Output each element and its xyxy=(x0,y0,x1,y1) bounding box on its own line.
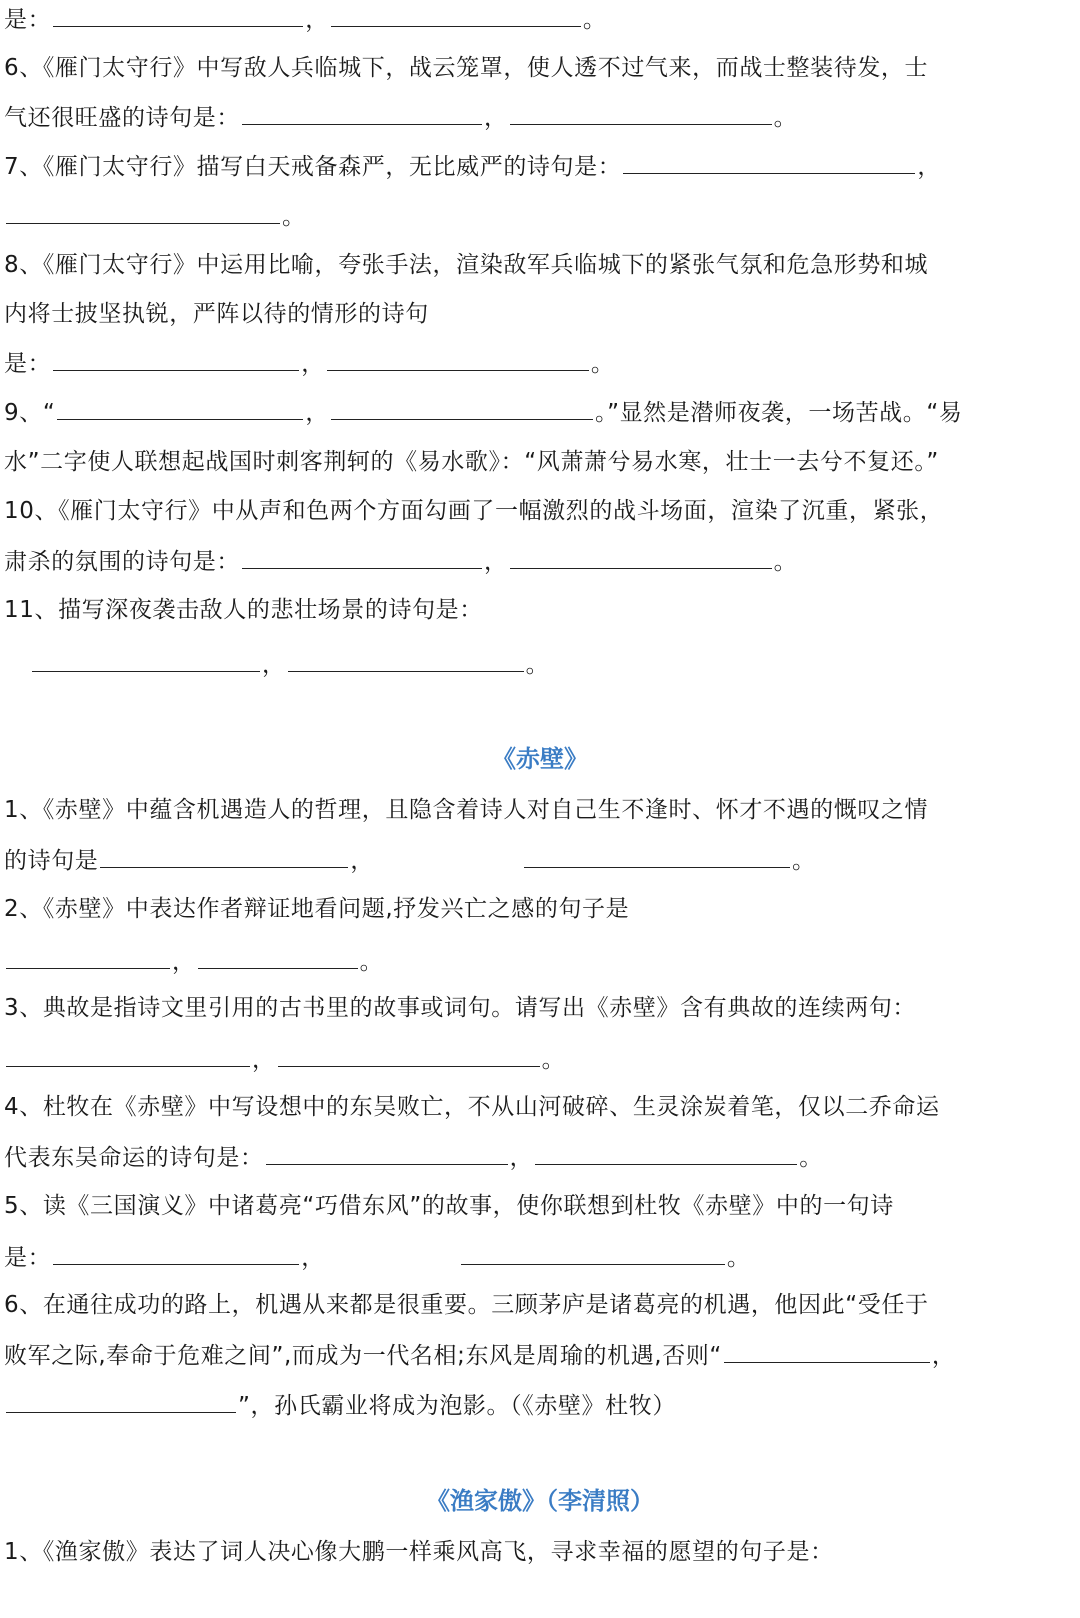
punct: ， xyxy=(350,848,375,874)
answer-blank[interactable] xyxy=(6,1044,250,1067)
punct: ， xyxy=(305,7,329,33)
answer-blank[interactable] xyxy=(510,546,772,569)
prompt-text: 是： xyxy=(4,7,52,33)
question-text: 代表东吴命运的诗句是： xyxy=(4,1145,264,1171)
punct: 。 xyxy=(726,1245,751,1271)
answer-blank[interactable] xyxy=(623,151,915,174)
question-text: 10、《雁门太守行》中从声和色两个方面勾画了一幅激烈的战斗场面，渲染了沉重，紧张， xyxy=(4,498,944,524)
answer-blank[interactable] xyxy=(461,1242,725,1265)
question-8-line-2 xyxy=(4,299,429,329)
punct: ， xyxy=(252,1047,276,1073)
chibi-question-2-line-2 xyxy=(4,946,383,977)
answer-blank[interactable] xyxy=(242,546,482,569)
answer-blank[interactable] xyxy=(6,201,280,224)
question-text: 8、《雁门太守行》中运用比喻，夸张手法，渲染敌军兵临城下的紧张气氛和危急形势和城 xyxy=(4,252,929,278)
question-7-line-2 xyxy=(4,201,306,232)
answer-blank[interactable] xyxy=(327,348,589,371)
answer-blank[interactable] xyxy=(524,845,790,868)
punct: 。 xyxy=(792,848,816,874)
question-7-line-1 xyxy=(4,151,941,182)
question-text: 11、描写深夜袭击敌人的悲壮场景的诗句是： xyxy=(4,597,483,623)
question-11-line-2 xyxy=(30,649,549,680)
question-text: 7、《雁门太守行》描写白天戒备森严，无比威严的诗句是： xyxy=(4,154,622,180)
answer-blank[interactable] xyxy=(242,102,482,125)
punct: ， xyxy=(172,949,196,975)
question-6-line-2 xyxy=(4,102,797,133)
question-text: 1、《渔家傲》表达了词人决心像大鹏一样乘风高飞，寻求幸福的愿望的句子是： xyxy=(4,1539,834,1565)
question-text: 5、读《三国演义》中诸葛亮“巧借东风”的故事，使你联想到杜牧《赤壁》中的一句诗 xyxy=(4,1193,894,1219)
section-heading-yujiaao: 《渔家傲》（李清照） xyxy=(426,1487,654,1515)
question-text: 水”二字使人联想起战国时刺客荆轲的《易水歌》：“风萧萧兮易水寒，壮士一去兮不复还。” xyxy=(4,449,939,475)
answer-blank[interactable] xyxy=(266,1142,508,1165)
question-text: 6、《雁门太守行》中写敌人兵临城下，战云笼罩，使人透不过气来，而战士整装待发，士 xyxy=(4,55,929,81)
yujiaao-question-1-line-1 xyxy=(4,1537,834,1567)
chibi-question-6-line-3 xyxy=(4,1390,676,1421)
section-heading-chibi: 《赤壁》 xyxy=(492,745,588,773)
question-6-line-1 xyxy=(4,53,928,83)
chibi-question-2-line-1 xyxy=(4,894,629,924)
answer-blank[interactable] xyxy=(6,946,170,969)
question-text: 内将士披坚执锐，严阵以待的情形的诗句 xyxy=(4,301,429,327)
chibi-question-1-line-1 xyxy=(4,795,928,825)
question-11-line-1 xyxy=(4,595,483,625)
punct: ， xyxy=(262,652,286,678)
question-9-line-1 xyxy=(4,397,963,428)
punct: ， xyxy=(484,549,508,575)
question-text: 的诗句是 xyxy=(4,848,99,874)
question-text: 肃杀的氛围的诗句是： xyxy=(4,549,240,575)
punct: 。 xyxy=(582,7,607,33)
punct: 。 xyxy=(525,652,550,678)
question-text: 。”显然是潜师夜袭，一场苦战。“易 xyxy=(594,400,963,426)
chibi-question-3-line-2 xyxy=(4,1044,565,1075)
answer-blank[interactable] xyxy=(32,649,260,672)
punct: 。 xyxy=(541,1047,566,1073)
answer-blank[interactable] xyxy=(57,397,303,420)
question-8-line-3 xyxy=(4,348,614,379)
question-text: 气还很旺盛的诗句是： xyxy=(4,105,240,131)
chibi-question-6-line-2 xyxy=(4,1340,956,1371)
answer-blank[interactable] xyxy=(331,397,593,420)
continued-answer-line xyxy=(4,4,606,35)
punct: 。 xyxy=(773,105,798,131)
answer-blank[interactable] xyxy=(100,845,348,868)
punct: ， xyxy=(305,400,329,426)
chibi-question-5-line-2 xyxy=(4,1242,750,1273)
question-text: 6、在通往成功的路上，机遇从来都是很重要。三顾茅庐是诸葛亮的机遇，他因此“受任于 xyxy=(4,1292,929,1318)
chibi-question-5-line-1 xyxy=(4,1191,894,1221)
chibi-question-4-line-1 xyxy=(4,1092,940,1122)
answer-blank[interactable] xyxy=(510,102,772,125)
chibi-question-1-line-2 xyxy=(4,845,816,876)
question-text: 4、杜牧在《赤壁》中写设想中的东吴败亡，不从山河破碎、生灵涂炭着笔，仅以二乔命运 xyxy=(4,1094,940,1120)
question-text: 9、“ xyxy=(4,400,56,426)
chibi-question-4-line-2 xyxy=(4,1142,823,1173)
question-text: 2、《赤壁》中表达作者辩证地看问题,抒发兴亡之感的句子是 xyxy=(4,896,630,922)
answer-blank[interactable] xyxy=(53,1242,299,1265)
answer-blank[interactable] xyxy=(724,1340,930,1363)
question-text: 败军之际,奉命于危难之间”,而成为一代名相;东风是周瑜的机遇,否则“ xyxy=(4,1343,722,1369)
punct: 。 xyxy=(282,204,306,230)
answer-blank[interactable] xyxy=(288,649,524,672)
prompt-text: 是： xyxy=(4,351,52,377)
punct: 。 xyxy=(590,351,615,377)
punct: 。 xyxy=(359,949,384,975)
question-10-line-1 xyxy=(4,496,943,526)
answer-blank[interactable] xyxy=(198,946,358,969)
chibi-question-3-line-1 xyxy=(4,993,916,1023)
punct: ， xyxy=(301,1245,325,1271)
answer-blank[interactable] xyxy=(6,1390,236,1413)
prompt-text: 是： xyxy=(4,1245,52,1271)
question-text: 3、典故是指诗文里引用的古书里的故事或词句。请写出《赤壁》含有典故的连续两句： xyxy=(4,995,917,1021)
question-8-line-1 xyxy=(4,250,928,280)
answer-blank[interactable] xyxy=(53,348,299,371)
punct: 。 xyxy=(799,1145,823,1171)
punct: ， xyxy=(931,1343,956,1369)
question-text: ”，孙氏霸业将成为泡影。（《赤壁》杜牧） xyxy=(238,1393,676,1419)
punct: 。 xyxy=(773,549,798,575)
answer-blank[interactable] xyxy=(53,4,303,27)
punct: ， xyxy=(301,351,325,377)
answer-blank[interactable] xyxy=(331,4,581,27)
question-9-line-2 xyxy=(4,447,939,477)
punct: ， xyxy=(509,1145,534,1171)
question-10-line-2 xyxy=(4,546,797,577)
answer-blank[interactable] xyxy=(535,1142,797,1165)
question-text: 1、《赤壁》中蕴含机遇造人的哲理，且隐含着诗人对自己生不逢时、怀才不遇的慨叹之情 xyxy=(4,797,929,823)
punct: ， xyxy=(917,154,941,180)
answer-blank[interactable] xyxy=(278,1044,540,1067)
punct: ， xyxy=(484,105,508,131)
chibi-question-6-line-1 xyxy=(4,1290,929,1320)
